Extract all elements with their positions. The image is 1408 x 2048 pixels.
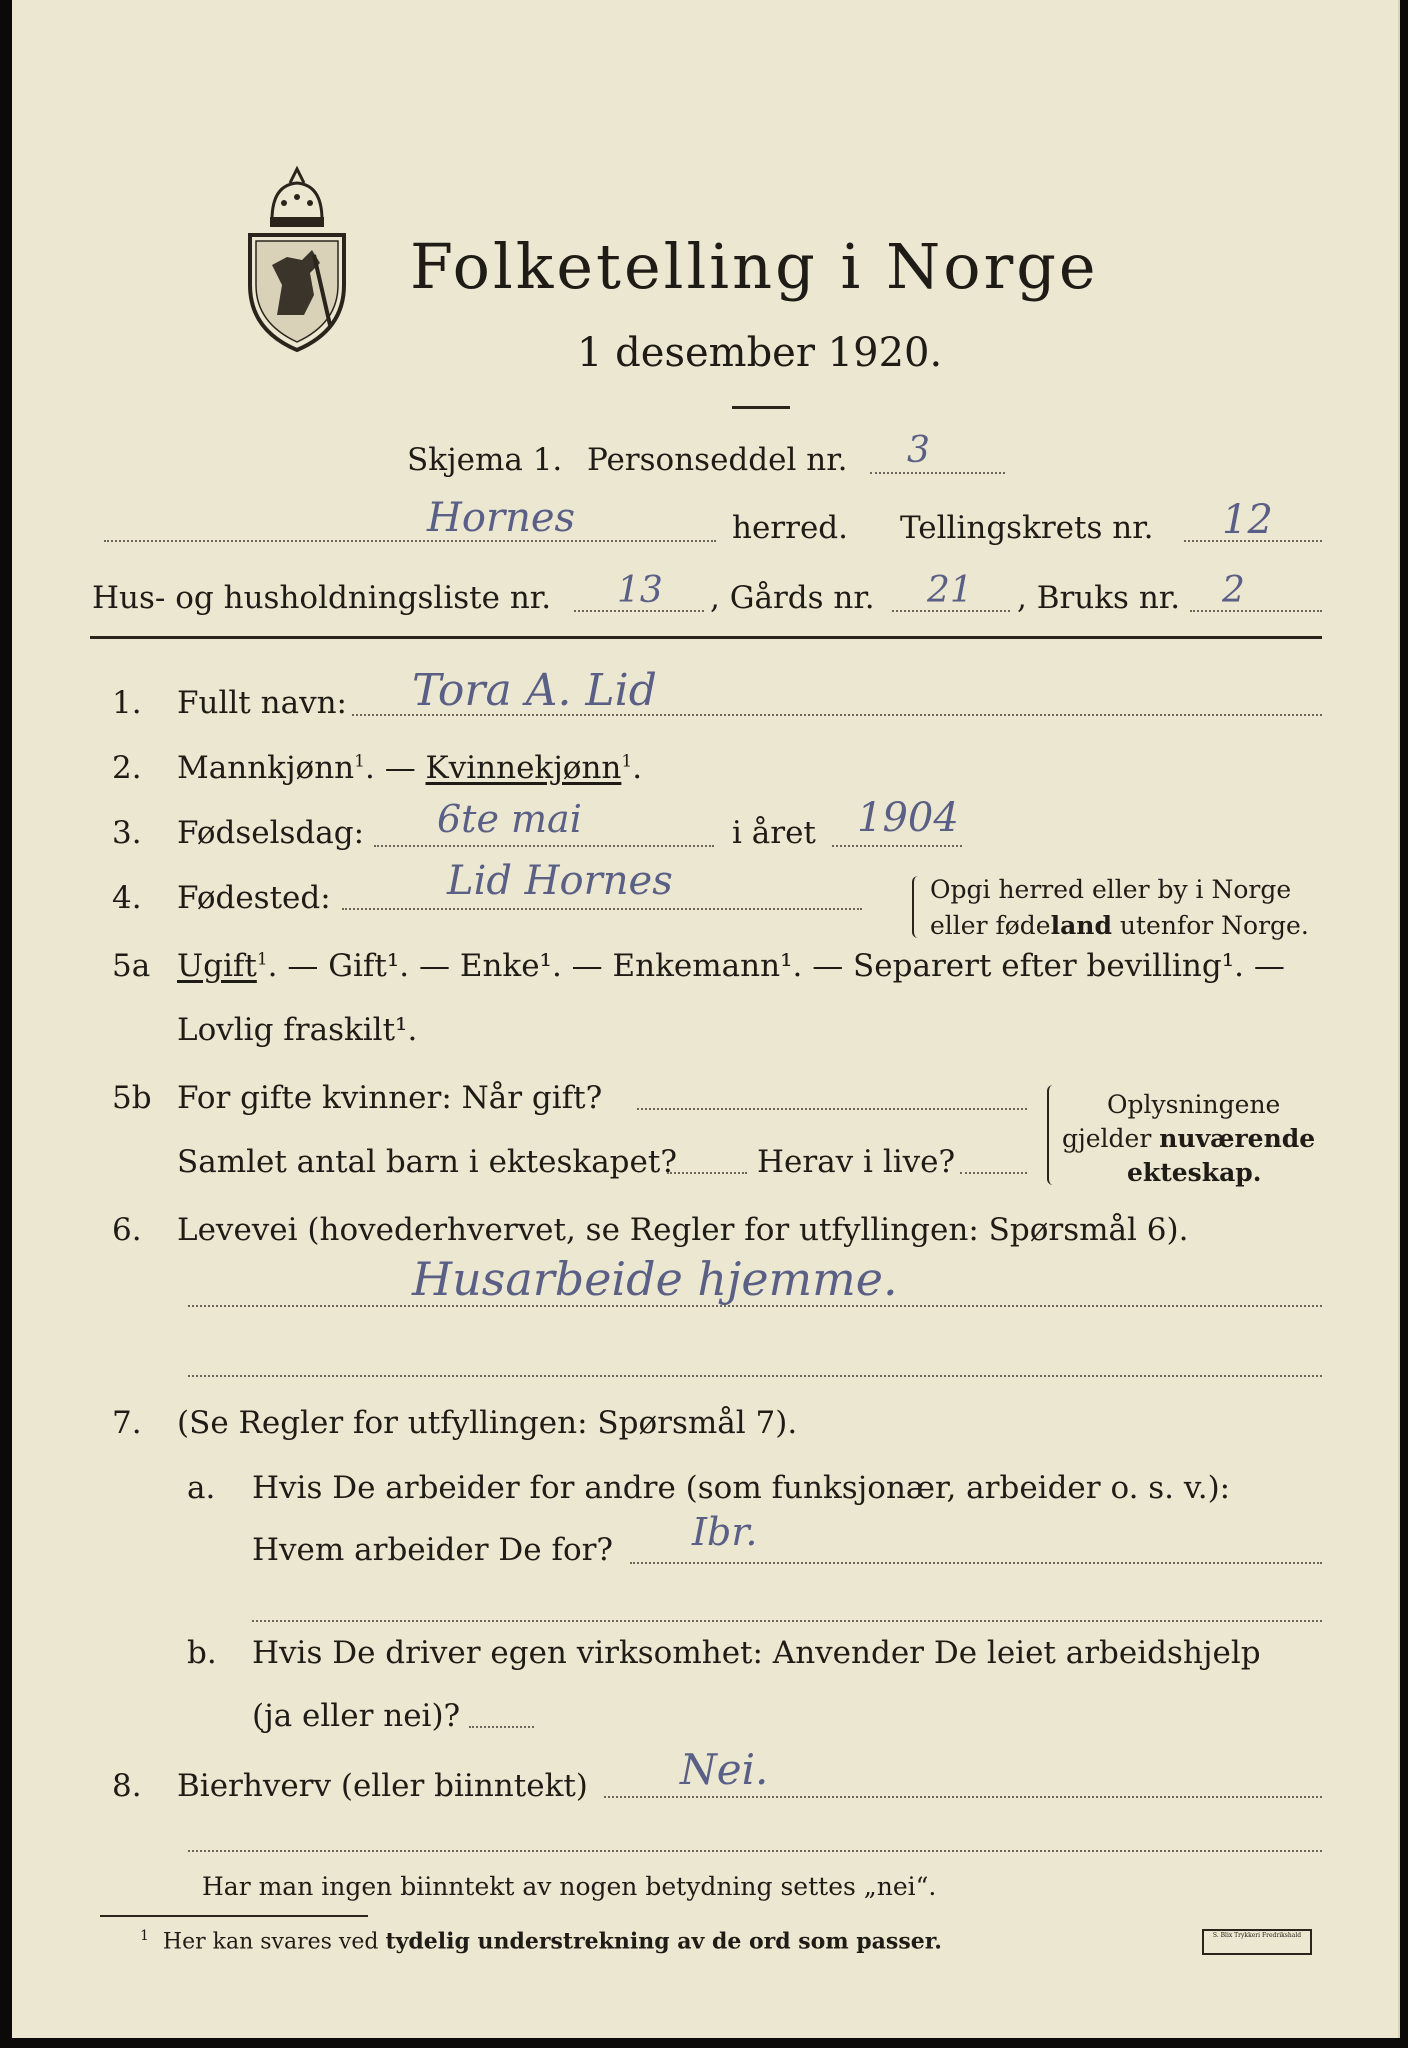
employer-field[interactable] [630, 1562, 1322, 1564]
q7a-letter: a. [187, 1470, 216, 1506]
personseddel-value: 3 [907, 430, 930, 471]
bruks-label: , Bruks nr. [1017, 580, 1181, 616]
herred-label: herred. [732, 510, 848, 546]
q7-number: 7. [112, 1405, 142, 1441]
marriage-note-brace [1047, 1085, 1057, 1185]
employer-field-line2[interactable] [252, 1620, 1322, 1622]
married-when-field[interactable] [637, 1108, 1027, 1110]
printer-stamp: S. Blix Trykkeri Fredrikshald [1202, 1929, 1312, 1955]
marital-fraskilt[interactable]: Lovlig fraskilt¹. [177, 1012, 418, 1048]
employer-value: Ibr. [692, 1510, 758, 1554]
side-income-field-line2[interactable] [188, 1850, 1322, 1852]
census-form-page [12, 0, 1400, 2038]
occupation-field-line2[interactable] [188, 1375, 1322, 1377]
occupation-value: Husarbeide hjemme. [412, 1252, 898, 1306]
marriage-note-line3: ekteskap. [1127, 1158, 1262, 1187]
q5a-number: 5a [112, 948, 151, 984]
schema-label: Skjema 1. [407, 442, 563, 478]
q4-label: Fødested: [177, 880, 331, 916]
marriage-note-line1: Oplysningene [1107, 1090, 1281, 1119]
side-income-value: Nei. [680, 1745, 769, 1794]
children-alive-field[interactable] [960, 1172, 1027, 1174]
birth-year-field[interactable] [832, 845, 962, 847]
gender-male[interactable]: Mannkjønn [177, 750, 355, 786]
marriage-note-line2: gjelder nuværende [1062, 1124, 1316, 1153]
q4-number: 4. [112, 880, 142, 916]
q7b-line2: (ja eller nei)? [252, 1698, 461, 1734]
q7b-line1: Hvis De driver egen virksomhet: Anvender De leiet arbeidshjelp [252, 1635, 1261, 1671]
tellingskrets-label: Tellingskrets nr. [900, 510, 1154, 546]
bruks-field[interactable] [1190, 610, 1322, 612]
liste-label: Hus- og husholdningsliste nr. [92, 580, 552, 616]
gender-separator: . — [364, 750, 426, 786]
q2-gender-options: Mannkjønn$^1$. — Kvinnekjønn$^1$. [177, 750, 643, 786]
tellingskrets-value: 12 [1222, 497, 1273, 543]
q7b-letter: b. [187, 1635, 217, 1671]
q8-label: Bierhverv (eller biinntekt) [177, 1768, 588, 1804]
herred-field[interactable] [104, 540, 716, 542]
birthplace-note-line2: eller fødeland utenfor Norge. [930, 911, 1309, 940]
gards-label: , Gårds nr. [710, 580, 875, 616]
liste-value: 13 [617, 570, 663, 611]
personseddel-field[interactable] [870, 472, 1005, 474]
marital-ugift[interactable]: Ugift [177, 948, 257, 984]
footnote: $^1$ Her kan svares ved tydelig understrekning av de ord som passer. [140, 1928, 942, 1955]
footnote-divider [100, 1915, 368, 1917]
header-divider [90, 636, 1322, 639]
birthplace-value: Lid Hornes [447, 858, 673, 904]
census-date: 1 desember 1920. [577, 330, 943, 376]
q7a-line1: Hvis De arbeider for andre (som funksjonær, arbeider o. s. v.): [252, 1470, 1231, 1506]
personseddel-label: Personseddel nr. [587, 442, 848, 478]
q2-number: 2. [112, 750, 142, 786]
full-name-value: Tora A. Lid [412, 665, 657, 716]
birthday-field[interactable] [374, 845, 714, 847]
children-alive-label: Herav i live? [757, 1144, 956, 1180]
married-when-label: For gifte kvinner: Når gift? [177, 1080, 603, 1116]
gards-value: 21 [927, 570, 973, 611]
birth-year-value: 1904 [857, 795, 959, 841]
q3-label: Fødselsdag: [177, 815, 365, 851]
bruks-value: 2 [1222, 570, 1245, 611]
side-income-field[interactable] [604, 1796, 1322, 1798]
q8-number: 8. [112, 1768, 142, 1804]
q1-label: Fullt navn: [177, 685, 347, 721]
marital-status-options: Ugift$^1$. — Gift¹. — Enke¹. — Enkemann¹. — Separert efter bevilling¹. — [177, 948, 1285, 984]
title-divider [732, 406, 790, 409]
form-title: Folketelling i Norge [410, 230, 1099, 303]
q6-label: Levevei (hovederhvervet, se Regler for utfyllingen: Spørsmål 6). [177, 1212, 1189, 1248]
hired-help-field[interactable] [469, 1726, 534, 1728]
norway-coat-of-arms-icon [242, 165, 352, 355]
children-count-field[interactable] [667, 1172, 747, 1174]
birth-year-label: i året [732, 815, 816, 851]
children-count-label: Samlet antal barn i ekteskapet? [177, 1144, 677, 1180]
q7a-line2: Hvem arbeider De for? [252, 1532, 614, 1568]
herred-value: Hornes [427, 495, 576, 541]
q7-label: (Se Regler for utfyllingen: Spørsmål 7). [177, 1405, 798, 1441]
q5b-number: 5b [112, 1080, 152, 1116]
side-income-note: Har man ingen biinntekt av nogen betydning settes „nei“. [202, 1872, 937, 1901]
birthplace-note-line1: Opgi herred eller by i Norge [930, 875, 1292, 904]
birthplace-note-brace [912, 876, 922, 938]
q1-number: 1. [112, 685, 142, 721]
q3-number: 3. [112, 815, 142, 851]
marital-other-options[interactable]: . — Gift¹. — Enke¹. — Enkemann¹. — Separert efter bevilling¹. — [267, 948, 1285, 984]
birthplace-field[interactable] [342, 908, 862, 910]
birthday-value: 6te mai [437, 797, 582, 841]
q6-number: 6. [112, 1212, 142, 1248]
gender-female[interactable]: Kvinnekjønn [425, 750, 622, 786]
